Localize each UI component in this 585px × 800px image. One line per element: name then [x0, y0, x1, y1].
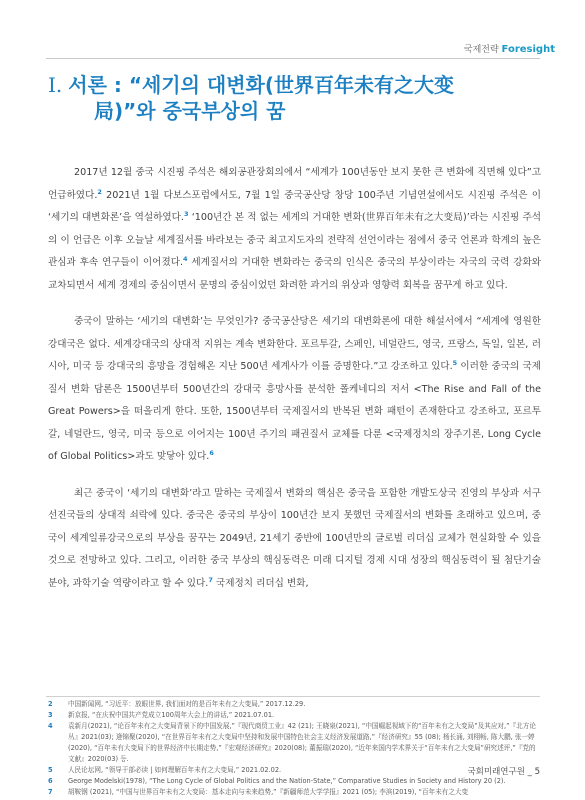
footnote-item	[48, 776, 541, 787]
footnote-item	[48, 787, 541, 798]
text-run: 국제정치 리더십 변화,	[212, 577, 309, 589]
footnote-text: 人民论坛网, “领导干部必读 | 如何理解百年未有之大变局,” 2021.02.02.	[68, 766, 282, 774]
footnote-text: George Modelski(1978), “The Long Cycle of Global Politics and the Nation-State,” Comparative Studies in Society and History 20 (2).	[68, 777, 506, 785]
footnote-ref[interactable]: 3	[183, 210, 189, 218]
footnote-item	[48, 710, 541, 721]
section-number: Ⅰ.	[48, 73, 63, 97]
footnote-rule	[46, 696, 540, 697]
page-footer: 국회미래연구원 _ 5	[467, 767, 540, 777]
footnote-ref[interactable]: 2	[97, 187, 102, 196]
title-line-1: 서론 : “세기의 대변화(世界百年未有之大变	[68, 73, 454, 97]
footnote-text: 胡鞍钢 (2021), “中国与世界百年未有之大变局：基本走向与未来趋势,”『新疆师范大学学报』2021 (05); 李滨(2019), “百年未有之大变	[68, 788, 469, 796]
footnote-ref[interactable]: 4	[183, 255, 188, 263]
footnote-item	[48, 721, 541, 765]
text-run: 이러한 중국의 국제질서 변화 담론은 1500년부터 500년간의 강대국 흥망사를 분석한 폴케네디의 저서 <The Rise and Fall of the Great Powers>을 떠올리게 한다. 또한, 1500년부터 국제질서의 반복된 변화 패턴이 존재한다고 강조하고, 포르투갈, 네덜란드, 영국, 미국 등으로 이어지는 100년 주기의 패권질서 교체를 다룬 <국제정치의 장주기론, Long Cycle of Global Politics>과도 맞닿아 있다.	[48, 361, 541, 462]
footnote-ref[interactable]: 6	[209, 449, 214, 457]
running-header	[455, 42, 555, 55]
body-text	[48, 162, 541, 609]
footnotes	[48, 699, 541, 798]
header-brand: Foresight	[501, 44, 555, 55]
footnote-ref[interactable]: 5	[452, 359, 458, 367]
footnote-number: 3	[48, 711, 53, 719]
header-label: 국제전략	[463, 45, 499, 55]
footnote-number: 6	[48, 777, 53, 785]
text-run: 2017년 12월 중국 시진핑 주석은 해외공관장회의에서 “세계가 100년동안 보지 못한 큰 변화에 직면해 있다”고 언급하였다.	[48, 167, 541, 201]
text-run: 세계질서의 거대한 변화라는 중국의 인식은 중국의 부상이라는 자국의 국력 강화와 교차되면서 세계 경제의 중심이면서 문명의 중심이었던 화려한 과거의 위상과 영향력 회복을 꿈꾸게 하고 있다.	[48, 257, 541, 291]
section-title	[48, 72, 548, 124]
title-line-2: 局)”와 중국부상의 꿈	[94, 99, 286, 123]
footnote-ref[interactable]: 7	[208, 575, 213, 584]
text-run: 최근 중국이 ‘세기의 대변화’라고 말하는 국제질서 변화의 핵심은 중국을 포함한 개발도상국 진영의 부상과 서구선진국들의 상대적 쇠락에 있다. 중국은 중국의 부상이 100년간 보지 못했던 국제질서의 변화를 초래하고 있으며, 중국이 세계일류강국으로의 부상을 꿈꾸는 2049년, 21세기 중반에 100년만의 글로벌 리더십 교체가 현실화할 수 있을 것으로 전망하고 있다. 그리고, 이러한 중국 부상의 핵심동력은 미래 디지털 경제 시대 성장의 핵심동력이 될 첨단기술분야, 과학기술 역량이라고 할 수 있다.	[48, 487, 541, 589]
text-run: ‘100년간 본 적 없는 세계의 거대한 변화(世界百年未有之大变局)’라는 시진핑 주석의 이 언급은 이후 오늘날 세계질서를 바라보는 중국 최고지도자의 전략적 선언이라는 점에서 중국 언론과 학계의 높은 관심과 후속 연구들이 이어졌다.	[48, 212, 541, 268]
footnote-text: 中国新闻网, “习近平：放眼世界, 我们面对的是百年未有之大变局,” 2017.12.29.	[68, 700, 306, 708]
text-run: 중국이 말하는 ‘세기의 대변화’는 무엇인가? 중국공산당은 세기의 대변화론에 대한 해설서에서 “세계에 영원한 강대국은 없다. 세계강대국의 상대적 지위는 계속 변화한다. 포르투갈, 스페인, 네덜란드, 영국, 프랑스, 독일, 일본, 러시아, 미국 등 강대국의 흥망을 경험해온 지난 500년 세계사가 이를 증명한다.”고 강조하고 있다.	[48, 316, 541, 372]
header-rule	[46, 58, 540, 59]
footnote-number: 5	[48, 766, 53, 774]
paragraph-3	[48, 483, 541, 596]
text-run: 2021년 1월 다보스포럼에서도, 7월 1일 중국공산당 창당 100주년 기념연설에서도 시진핑 주석은 이 ‘세기의 대변화론’을 역설하였다.	[48, 189, 541, 223]
footnote-item	[48, 699, 541, 710]
footnote-number: 7	[48, 788, 53, 796]
footnote-number: 4	[48, 722, 53, 730]
paragraph-1	[48, 162, 541, 297]
footnote-text: 新京报, “在庆祝中国共产党成立100周年大会上的讲话,” 2021.07.01.	[68, 711, 275, 719]
footnote-text: 袁新月(2021), “论百年未有之大变局背景下的中国发展,”『现代商贸工业』42 (21); 王晓泉(2021), “中国崛起视域下的“百年未有之大变局”及其应对,”『北方论丛』2021(03); 逄锦聚(2020), “在世界百年未有之大变局中坚持和发展中国特色社会主义经济发展道路,”『经济研究』55 (08); 杨长涌, 刘栩畅, 陈大鹏, 张一婷 (2020), “百年未有大变局下的世界经济中长期走势,”『宏观经济研究』2020(08); 董振瑞(2020), “近年来国内学术界关于“百年未有之大变局”研究述评,”『党的文献』2020(03) 등.	[68, 722, 536, 763]
paragraph-2	[48, 311, 541, 469]
footnote-number: 2	[48, 700, 53, 708]
